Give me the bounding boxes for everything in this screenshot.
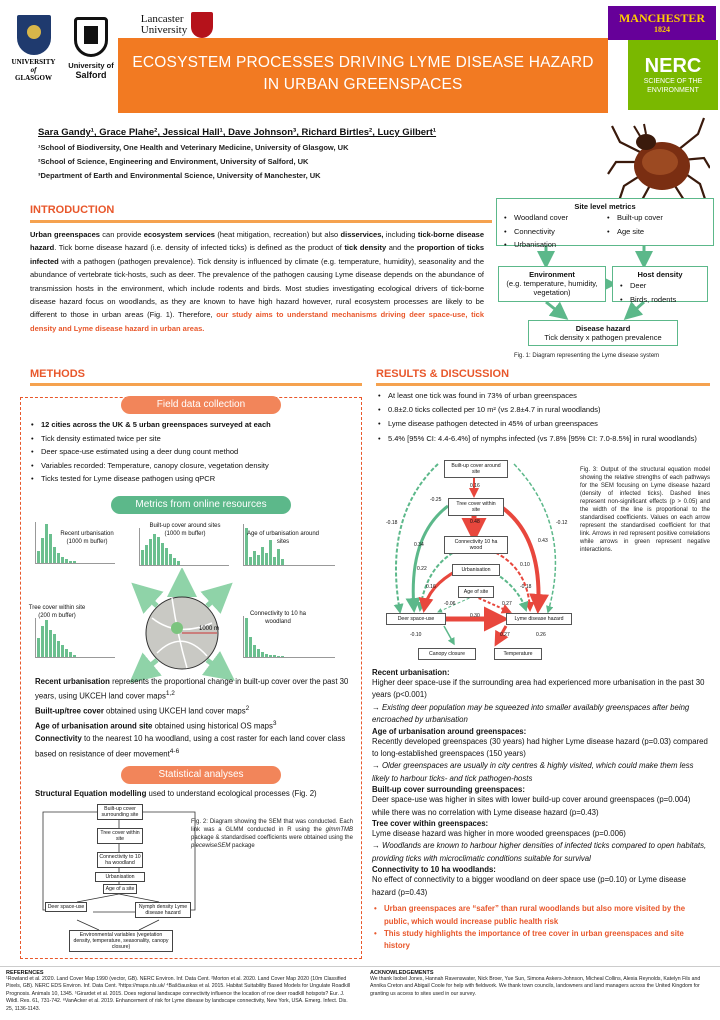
fig3-node: Lyme disease hazard [506,613,572,625]
intro-term: tick-borne disease hazard [30,230,485,253]
finding-heading: Built-up cover surrounding greenspaces: [372,785,525,795]
coef: -0.12 [556,520,568,526]
coef: -0.10 [410,632,422,638]
references-title: REFERENCES [6,970,44,976]
def-ref: 3 [272,720,277,728]
fig3-node: Canopy closure [418,648,476,660]
intro-heading: INTRODUCTION [30,204,115,216]
fig3-node: Urbanisation [452,564,500,576]
hist-label: Connectivity to 10 ha woodland [249,611,307,625]
def-text: obtained using UKCEH land cover maps [103,707,246,716]
glasgow-line1: UNIVERSITY [11,57,56,66]
finding-built-up [372,785,708,819]
fig2-node: Tree cover within site [97,828,143,844]
intro-text: and the [386,243,417,253]
def-built-up [35,703,355,718]
result-bullet: • 0.8±2.0 ticks collected per 10 m² (vs 2.8±4.7 in rural woodlands) [376,403,706,417]
methods-panel [20,397,362,959]
finding-text: No effect of connectivity to a bigger woodland on deer space use (p=0.10) or Lyme disease hazard (p=0.43) [372,875,687,897]
fig3-node: Connectivity 10 ha wood [444,536,508,554]
fig2-node: Urbanisation [95,872,145,882]
map-buffer-label: 1000 m [199,626,220,632]
coef: 0.30 [470,613,480,619]
stats-desc: used to understand ecological processes (Fig. 2) [146,789,317,798]
manchester-line1: MANCHESTER [618,11,705,25]
fig3-caption: Fig. 3: Output of the structural equation model showing the relative strengths of each pathways for the SEM focusing on Lyme disease hazard (density of infected ticks). Dashed lines represent non-significant effects (p > 0.05) and the width of the line is proportional to the standardised coefficients. Values on each arrow represent the standardised coefficient for that link. Arrows in red represent positive correlations while arrows in green represent negative interactions. [580,467,710,553]
def-term: Age of urbanisation around site [35,722,153,731]
disease-hazard-text: Tick density x pathogen prevalence [544,333,662,342]
field-item: • Ticks tested for Lyme disease pathogen using qPCR [29,472,355,486]
def-ref: 1,2 [165,690,175,698]
references-text: ¹Rowland et al. 2020. Land Cover Map 1990 (vector, GB). NERC Environ. Inf. Data Cent. ²Morton et al. 2020. Land Cover Map 2020 (10m Classified Pixels, GB). NERC EDS Environ. Inf. Data Cent. ³https://maps.nls.uk/ ⁴Baščiauskas et al. 2015. Habitat Suitability Based Models for Ungulate Roadkill Prognosis. Animals 10, 1345. ⁵Girardet et al. 2015. Does regional landscape connectivity influence the location of roe deer roadkill hotspots? Eur. J. Wildl. Res. 61, 731-742. ⁶VanAcker et al. 2019. Enhancement of risk for Lyme disease by landscape connectivity, New York, USA. Emerg. Infect. Dis. 25, 1136-1143. [6,976,351,1012]
finding-text: Deer space-use was higher in sites with lower build-up cover around greenspaces (p=0.004) while there was no correlation with Lyme disease hazard (p=0.43) [372,795,691,817]
conclusions [372,903,708,953]
salford-logo [64,8,118,88]
results-bullets [376,389,706,446]
stats-term: Structural Equation modelling [35,789,147,798]
affiliation-3: ³Department of Earth and Environmental Science, University of Manchester, UK [38,171,321,180]
stats-text [35,788,355,800]
field-data-pill: Field data collection [121,396,281,414]
coef: 0.10 [520,562,530,568]
intro-text: (heat mitigation, recreation) but also [214,230,341,239]
coef: 0.43 [538,538,548,544]
intro-term: proportion of ticks infected [30,243,485,266]
def-urbanisation [35,676,355,703]
field-item: • 12 cities across the UK & 5 urban greenspaces surveyed at each [29,418,355,432]
results-heading: RESULTS & DISCUSSION [376,368,510,380]
metric-definitions [35,676,355,761]
fig2-node: Connectivity to 10 ha woodland [97,852,143,868]
finding-heading: Age of urbanisation around greenspaces: [372,726,527,736]
poster-title [118,52,608,96]
coef: -0.18 [386,520,398,526]
salford-line1: University of [68,60,114,70]
site-metric: • Woodland cover [502,211,605,225]
finding-implication: → Existing deer population may be squeezed into smaller availably greenspaces after being encroached by urbanisation [372,702,690,725]
def-ref: 2 [245,705,250,713]
def-age [35,718,355,733]
fig2-caption-pkg: glmmTMB [325,827,353,833]
def-ref: 4-6 [169,747,180,755]
def-text: represents the proportional change in built-up cover over the past 30 years, using UKCEH land cover maps [35,677,349,701]
def-text: obtained using historical OS maps [152,722,273,731]
def-term: Recent urbanisation [35,677,110,686]
fig3-node: Deer space-use [386,613,446,625]
coef: -0.18 [520,584,532,590]
findings-block [372,668,708,953]
fig2-caption-pkg: piecewiseSEM [191,843,231,849]
nerc-logo [628,40,718,110]
methods-rule [30,383,362,386]
environment-title: Environment [529,270,575,279]
intro-term-greenspaces: Urban greenspaces [30,230,100,239]
fig2-node: Environmental variables (vegetation density, temperature, seasonality, canopy closure) [69,930,173,952]
affiliation-2: ²School of Science, Engineering and Environment, University of Salford, UK [38,157,309,166]
coef: 0.26 [536,632,546,638]
site-metric: • Connectivity [502,225,605,239]
fig2-node: Nymph density Lyme disease hazard [135,902,191,918]
finding-age [372,727,708,786]
stats-pill: Statistical analyses [121,766,281,784]
site-metrics-box [496,198,714,250]
intro-paragraph [30,228,484,335]
fig2-caption-text: package & standardised coefficients were obtained using the [191,835,353,841]
fig2-node: Age of a site [103,884,137,894]
def-term: Connectivity [35,734,82,744]
site-metrics-title: Site level metrics [574,202,636,211]
field-item: • Tick density estimated twice per site [29,432,355,446]
coef: 0.22 [417,566,427,572]
coef: -0.06 [444,601,456,607]
fig2-caption-text: Fig. 2: Diagram showing the SEM that was conducted. Each link was a GLMM conducted in R using the [191,819,353,833]
def-term: Built-up/tree cover [35,707,104,716]
conclusion-item: • Urban greenspaces are “safer” than rural woodlands but also more visited by the public, which would increase public health risk [372,903,708,928]
def-connectivity [35,733,355,760]
title-line-1: ECOSYSTEM PROCESSES DRIVING LYME DISEASE HAZARD [132,54,594,71]
disease-hazard-box [528,320,678,346]
result-bullet: • 5.4% [95% CI: 4.4-6.4%] of nymphs infected (vs 7.8% [95% CI: 7.0-8.5%] in rural woodlands) [376,432,706,446]
authors-line: Sara Gandy¹, Grace Plahe², Jessical Hall¹, Dave Johnson³, Richard Birtles², Lucy Gilbert¹ [38,127,437,138]
fig3-node: Built-up cover around site [444,460,508,478]
intro-term: ecosystem services [143,230,215,239]
hist-label: Tree cover within site (200 m buffer) [28,605,86,619]
ack-title: ACKNOWLEDGEMENTS [370,970,434,976]
fig3-node: Age of site [458,586,494,598]
salford-crest-icon [74,17,108,57]
host-density-box [612,266,708,302]
coef: 0.27 [500,632,510,638]
coef: -0.25 [430,497,442,503]
finding-connectivity [372,865,708,899]
finding-text: Higher deer space-use if the surrounding area had experienced more urbanisation in the past 30 years (p<0.001) [372,678,705,700]
intro-text: with a pathogen (pathogen prevalence). Tick density is influenced by climate (e.g. temperature, humidity), seasonality and the abundance of vertebrate tick-hosts, such as deer. The prevalence of the pathogen causing Lyme disease depends on the abundance of transmission hosts in the environment, which include rodents and birds. Most studies investigating ecological drivers of tick-borne disease hazard focus on woodlands, as they are known to have high hazard however, rural ecosystem processes are likely to be different to those in urban areas (Fig. 1). Therefore, [30,256,484,320]
glasgow-logo [6,8,61,88]
intro-rule [30,220,492,223]
conclusion-item: • This study highlights the importance of tree cover in urban greenspaces and site history [372,928,708,953]
footer [0,966,720,1020]
result-bullet: • Lyme disease pathogen detected in 45% of urban greenspaces [376,417,706,431]
fig3-node: Temperature [494,648,542,660]
coef: 0.48 [470,519,480,525]
hist-tree-cover [35,618,115,658]
finding-urbanisation [372,668,708,727]
fig2-caption-text: package [230,843,255,849]
fig2-node: Built-up cover surrounding site [97,804,143,820]
host-density-title: Host density [637,270,683,279]
intro-text: including [383,230,418,239]
finding-tree-cover [372,819,708,865]
finding-text: Lyme disease hazard was higher in more wooded greenspaces (p=0.006) [372,829,626,839]
hist-label: Built-up cover around sites (1000 m buffer) [149,523,221,537]
acknowledgements-block [370,970,714,998]
field-data-list [29,418,355,486]
nerc-line3: ENVIRONMENT [647,87,699,94]
lancaster-logo [122,10,232,40]
glasgow-line3: GLASGOW [15,73,52,82]
fig2-caption [191,818,353,850]
glasgow-line2: of [30,65,37,74]
methods-heading: METHODS [30,368,85,380]
field-item: • Deer space-use estimated using a deer dung count method [29,445,355,459]
manchester-line2: 1824 [654,25,670,34]
environment-box [498,266,606,302]
site-metric: • Urbanisation [502,238,605,252]
site-metric: • Age site [605,225,708,239]
author-block [38,127,436,180]
host-item: • Deer [618,279,702,293]
fig3-node: Tree cover within site [448,498,504,516]
coef: 0.34 [414,542,424,548]
coef: 0.16 [426,584,436,590]
finding-heading: Tree cover within greenspaces: [372,819,489,829]
lancaster-line2: University [140,24,188,36]
result-bullet: • At least one tick was found in 73% of urban greenspaces [376,389,706,403]
def-text: to the nearest 10 ha woodland, using a cost raster for each land cover class based on resistance of deer movement [35,734,346,759]
finding-implication: → Older greenspaces are usually in city centres & highly visited, which could make them less likely to harbour ticks- and tick pathogen-hosts [372,761,694,783]
manchester-logo [608,6,716,40]
fig1-caption: Fig. 1: Diagram representing the Lyme disease system [514,353,660,359]
affiliation-1: ¹School of Biodiversity, One Health and Veterinary Medicine, University of Glasgow, UK [38,143,349,152]
environment-text: (e.g. temperature, humidity, vegetation) [506,279,598,297]
coef: 0.16 [470,483,480,489]
intro-term: tick density [344,243,387,253]
intro-text: . Tick borne disease hazard (i.e. density of infected ticks) is defined as the product of [54,243,345,253]
title-line-2: IN URBAN GREENSPACES [263,76,463,93]
lancaster-crest-icon [191,12,213,38]
finding-heading: Connectivity to 10 ha woodlands: [372,865,496,875]
hist-label: Age of urbanisation around sites [246,531,320,545]
intro-term: disservices, [340,230,384,239]
fig2-node: Deer space-use [45,902,87,912]
nerc-line2: SCIENCE OF THE [643,78,703,85]
lancaster-line1: Lancaster [140,13,184,25]
metrics-pill: Metrics from online resources [111,496,291,514]
finding-text: Recently developed greenspaces (30 years) had higher Lyme disease hazard (p=0.03) compared to long-established greenspaces (150 years) [372,736,708,759]
study-aim: our study aims to understand mechanisms driving deer space-use, tick density and Lyme disease hazard in urban areas. [30,310,484,333]
references-block [6,970,356,1013]
ack-text: We thank Isobel Jones, Hannah Ravenswater, Nick Broer, Yue Sun, Simona Askers-Johnson, Micheal Collins, Alexia Reynolds, Katelyn Fils and Annika Creton and Abigail Coole for help with fieldwork. We thank town councils, landowners and land managers across the United Kingdom for granting us access to sites used in our survey. [370,976,701,997]
host-item: • Birds, rodents [618,293,702,307]
field-item: • Variables recorded: Temperature, canopy closure, vegetation density [29,459,355,473]
disease-hazard-title: Disease hazard [575,324,631,333]
finding-implication: → Woodlands are known to harbour higher densities of infected ticks compared to open habitats, providing ticks with microclimatic conditions suitable for survival [372,841,707,863]
site-metric: • Built-up cover [605,211,708,225]
finding-heading: Recent urbanisation: [372,668,450,677]
intro-text: can provide [99,230,144,239]
salford-line2: Salford [75,69,107,80]
nerc-line1: NERC [644,55,702,77]
coef: 0.27 [502,601,512,607]
results-rule [376,383,710,386]
hist-label: Recent urbanisation (1000 m buffer) [60,531,114,545]
glasgow-crest-icon [17,15,51,55]
